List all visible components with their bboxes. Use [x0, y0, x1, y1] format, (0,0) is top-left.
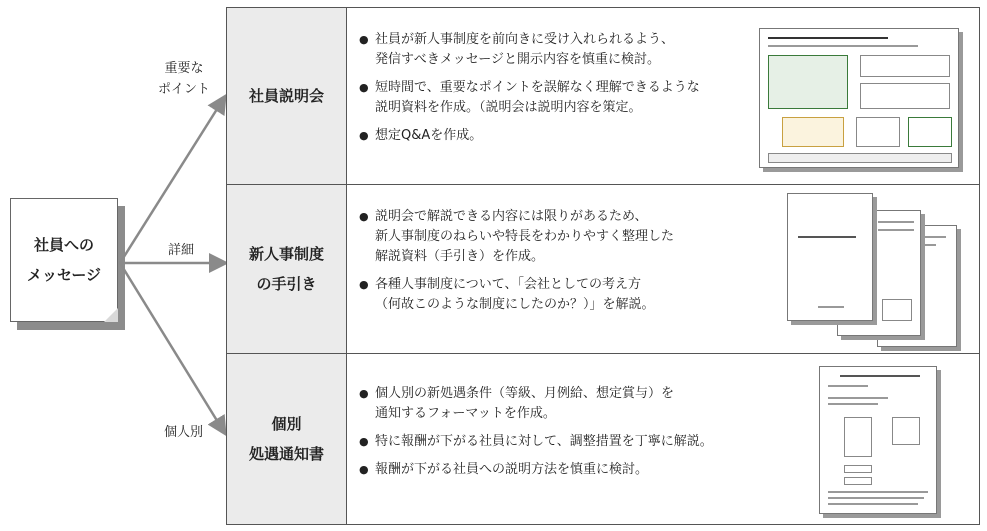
row-body — [347, 8, 979, 184]
bullet-line: ● 各種人事制度について、「会社としての考え方 — [375, 277, 641, 292]
source-line-2: メッセージ — [26, 266, 102, 284]
bullet-line: 説明資料を作成。（説明会は説明内容を策定。 — [375, 100, 642, 115]
branch-label-line: 詳細 — [168, 243, 195, 258]
source-line-1: 社員への — [33, 236, 94, 254]
bullet-item — [359, 275, 674, 315]
row-header — [227, 354, 347, 524]
table-row — [227, 353, 979, 524]
bullet-item — [359, 432, 713, 452]
bullet-line: 新人事制度のねらいや特長をわかりやすく整理した — [375, 229, 675, 244]
row-header-line: 個別 — [271, 415, 302, 433]
arrow-to-row-1 — [120, 98, 224, 263]
branch-label-line: ポイント — [158, 82, 211, 97]
bullet-item — [359, 30, 700, 70]
row-header-line: 新人事制度 — [248, 245, 324, 263]
row-header-line: の手引き — [256, 275, 317, 293]
bullet-line: ● 説明会で解説できる内容には限りがあるため、 — [375, 209, 648, 224]
bullet-item — [359, 126, 700, 146]
notice-thumbnail-icon — [819, 366, 937, 514]
row-body — [347, 354, 979, 524]
slide-thumbnail-icon — [759, 28, 959, 168]
bullet-line: ● 社員が新人事制度を前向きに受け入れられるよう、 — [375, 32, 675, 47]
table-row — [227, 8, 979, 184]
bullet-item — [359, 460, 713, 480]
bullet-line: 通知するフォーマットを作成。 — [375, 406, 556, 421]
bullet-list — [359, 384, 713, 488]
bullet-line: 発信すべきメッセージと開示内容を慎重に検討。 — [375, 52, 660, 67]
branch-label-individual — [164, 422, 203, 443]
row-header-line: 処遇通知書 — [248, 445, 324, 463]
bullet-list — [359, 30, 700, 154]
bullet-line: 解説資料（手引き）を作成。 — [375, 249, 545, 264]
bullet-line: ● 短時間で、重要なポイントを誤解なく理解できるような — [375, 80, 700, 95]
branch-label-line: 重要な — [164, 61, 204, 76]
bullet-item — [359, 384, 713, 424]
row-body — [347, 185, 979, 353]
bullet-list — [359, 207, 674, 323]
arrow-to-row-3 — [120, 263, 224, 432]
branch-label-detail — [168, 240, 194, 261]
row-header-line: 社員説明会 — [248, 87, 324, 105]
branch-label-line: 個人別 — [164, 425, 204, 440]
bullet-line: （何故このような制度にしたのか？）」を解説。 — [375, 297, 655, 312]
row-header — [227, 8, 347, 184]
branch-label-important — [158, 58, 210, 100]
bullet-item — [359, 78, 700, 118]
bullet-line: ● 個人別の新処遇条件（等級、月例給、想定賞与）を — [375, 386, 675, 401]
deliverables-table — [226, 7, 980, 525]
row-header — [227, 185, 347, 353]
table-row — [227, 184, 979, 353]
bullet-line: ● 想定Q&Aを作成。 — [375, 128, 483, 143]
bullet-line: ● 特に報酬が下がる社員に対して、調整措置を丁寧に解説。 — [375, 434, 713, 449]
bullet-line: ● 報酬が下がる社員への説明方法を慎重に検討。 — [375, 462, 649, 477]
bullet-item — [359, 207, 674, 267]
handbook-cover-page-icon — [787, 193, 873, 321]
